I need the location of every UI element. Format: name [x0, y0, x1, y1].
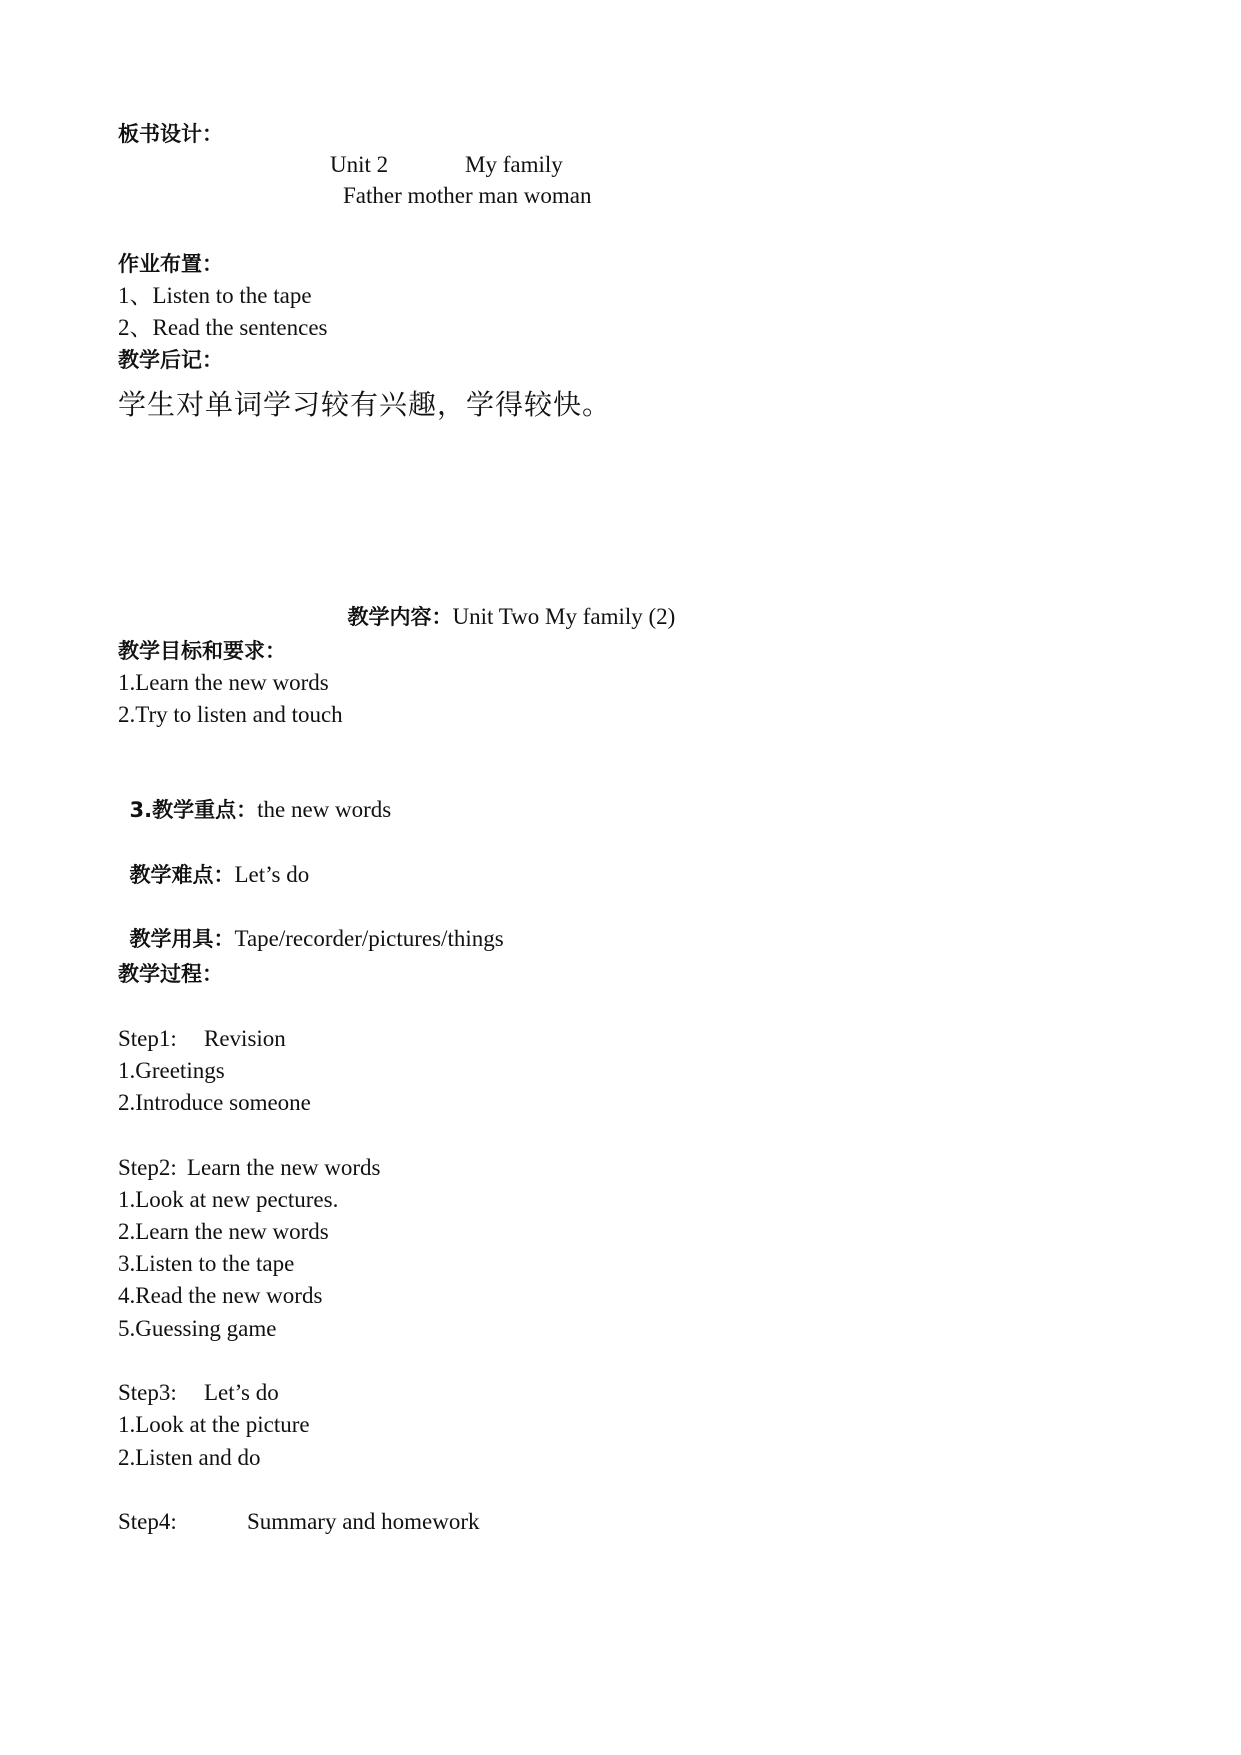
reflection-text: 学生对单词学习较有兴趣，学得较快。 — [118, 388, 612, 421]
difficulty-line — [118, 830, 309, 890]
key-point-line — [118, 765, 391, 825]
step-title: Let’s do — [204, 1380, 279, 1405]
step-item: 1.Look at the picture — [118, 1412, 310, 1437]
board-title-unit: Unit 2 — [330, 152, 389, 177]
step-item: 2.Introduce someone — [118, 1090, 311, 1115]
step-title: Learn the new words — [187, 1155, 381, 1180]
process-heading: 教学过程： — [118, 962, 223, 986]
board-design-heading: 板书设计： — [118, 122, 223, 146]
step-label: Step2: — [118, 1155, 177, 1180]
step-label: Step4: — [118, 1509, 177, 1534]
goal-item: 2.Try to listen and touch — [118, 702, 343, 727]
homework-heading: 作业布置： — [118, 252, 223, 276]
lesson-content-label: 教学内容： — [347, 605, 453, 629]
step-item: 2.Listen and do — [118, 1445, 261, 1470]
step-item: 4.Read the new words — [118, 1283, 323, 1308]
step-item: 5.Guessing game — [118, 1316, 277, 1341]
step-item: 3.Listen to the tape — [118, 1251, 295, 1276]
step-item: 1.Look at new pectures. — [118, 1187, 339, 1212]
board-title-name: My family — [465, 152, 563, 177]
goal-item: 1.Learn the new words — [118, 670, 329, 695]
step-item: 2.Learn the new words — [118, 1219, 329, 1244]
reflection-heading: 教学后记： — [118, 348, 223, 372]
step-label: Step1: — [118, 1026, 177, 1051]
key-point-label: 3.教学重点： — [129, 798, 258, 822]
step-title: Revision — [204, 1026, 286, 1051]
goals-heading: 教学目标和要求： — [118, 639, 286, 663]
key-point-value: the new words — [257, 797, 392, 822]
step-label: Step3: — [118, 1380, 177, 1405]
step-item: 1.Greetings — [118, 1058, 225, 1083]
step-title: Summary and homework — [247, 1509, 480, 1534]
homework-item: 2、Read the sentences — [118, 315, 328, 340]
board-words: Father mother man woman — [343, 183, 592, 208]
tools-value: Tape/recorder/pictures/things — [234, 926, 504, 951]
lesson-content-value: Unit Two My family (2) — [452, 604, 676, 629]
difficulty-value: Let’s do — [234, 862, 310, 887]
homework-item: 1、Listen to the tape — [118, 283, 312, 308]
tools-line — [118, 894, 504, 954]
difficulty-label: 教学难点： — [129, 863, 235, 887]
tools-label: 教学用具： — [129, 927, 235, 951]
lesson-content-line — [336, 572, 675, 632]
